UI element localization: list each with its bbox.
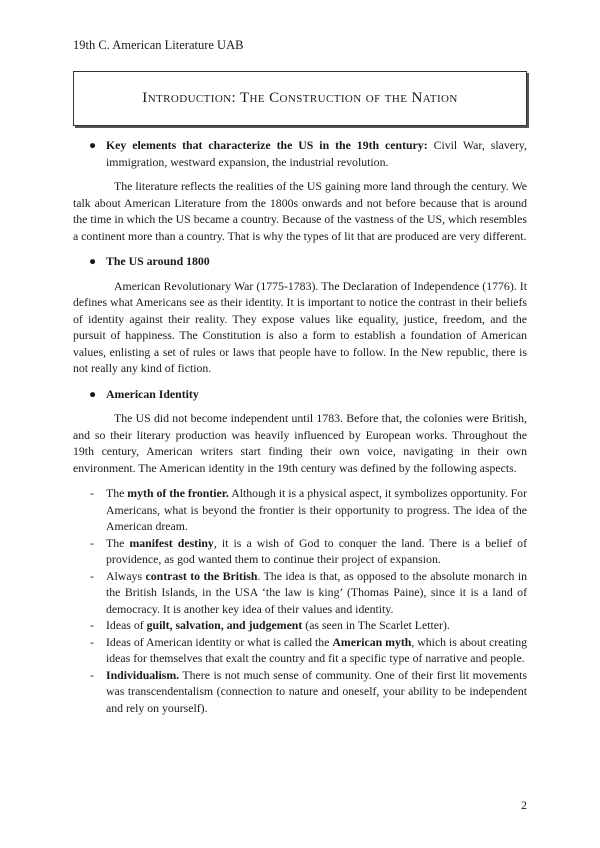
paragraph-revolution: American Revolutionary War (1775-1783). The Declaration of Independence (1776). It defines what Americans see as their identity. It is important to notice the contrast in their beliefs of identity against their reality. They expose values like equality, justice, freedom, and the pursuit of happiness. The Constitution is also a form to establish a foundation of American values, enlisting a set of rules or laws that people have to follow. In the New republic, there is not really any kind of fiction. xyxy=(73,278,527,375)
list-item: - Individualism. There is not much sense of community. One of their first lit movements was transcendentalism (connection to nature and oneself, your ability to be independent and rely on yourself). xyxy=(90,667,527,715)
bullet-key-elements xyxy=(89,137,527,170)
bullet-identity xyxy=(89,386,527,403)
bullet-rest: Civil War, slavery, immigration, westward expansion, the industrial revolution. xyxy=(106,138,527,169)
page-number: 2 xyxy=(521,798,527,812)
bullet-icon: ● xyxy=(89,386,97,401)
identity-aspects-list xyxy=(90,485,527,716)
bullet-icon: ● xyxy=(89,254,97,268)
document-body xyxy=(73,137,528,716)
bullet-us-1800 xyxy=(89,253,527,270)
list-item: - The myth of the frontier. Although it is a physical aspect, it symbolizes opportunity. For Americans, what is beyond the frontier is their opportunity to progress. The idea of the American dream. xyxy=(90,486,527,533)
section-heading: American Identity xyxy=(106,386,199,401)
list-item: - The manifest destiny, it is a wish of God to conquer the land. There is a belief of providence, as god wanted them to continue their project of expansion. xyxy=(90,535,528,566)
page-header: 19th C. American Literature UAB xyxy=(73,38,244,52)
paragraph-identity: The US did not become independent until 1783. Before that, the colonies were British, and so their literary production was heavily influenced by European works. Throughout the 19th century, American writers start finding their own voice, navigating in their own environment. The American identity in the 19th century was defined by the following aspects. xyxy=(73,411,527,475)
section-heading: The US around 1800 xyxy=(106,254,210,268)
bullet-text xyxy=(106,137,527,170)
list-item: - Always contrast to the British. The idea is that, as opposed to the absolute monarch in the British Islands, in the USA ‘the law is king’ (Thomas Paine), since it is a land of democracy. It is another key idea of their values and identity. xyxy=(90,568,528,616)
list-item: - Ideas of guilt, salvation, and judgement (as seen in The Scarlet Letter). xyxy=(90,618,450,632)
paragraph-literature: The literature reflects the realities of the US gaining more land through the century. We talk about American Literature from the 1800s onwards and not before because that is around the time in which the US became a country. Because of the vastness of the US, which resembles a continent more than a country. That is why the types of lit that are produced are very different. xyxy=(73,179,527,243)
title-box xyxy=(73,71,527,126)
bullet-icon: ● xyxy=(89,138,97,152)
page-title: Introduction: The Construction of the Nation xyxy=(142,90,458,106)
list-item: - Ideas of American identity or what is called the American myth, which is about creating ideas for themselves that exalt the country and fit a specific type of narrative and people. xyxy=(90,634,527,665)
bullet-bold: Key elements that characterize the US in the 19th century: xyxy=(106,138,428,152)
